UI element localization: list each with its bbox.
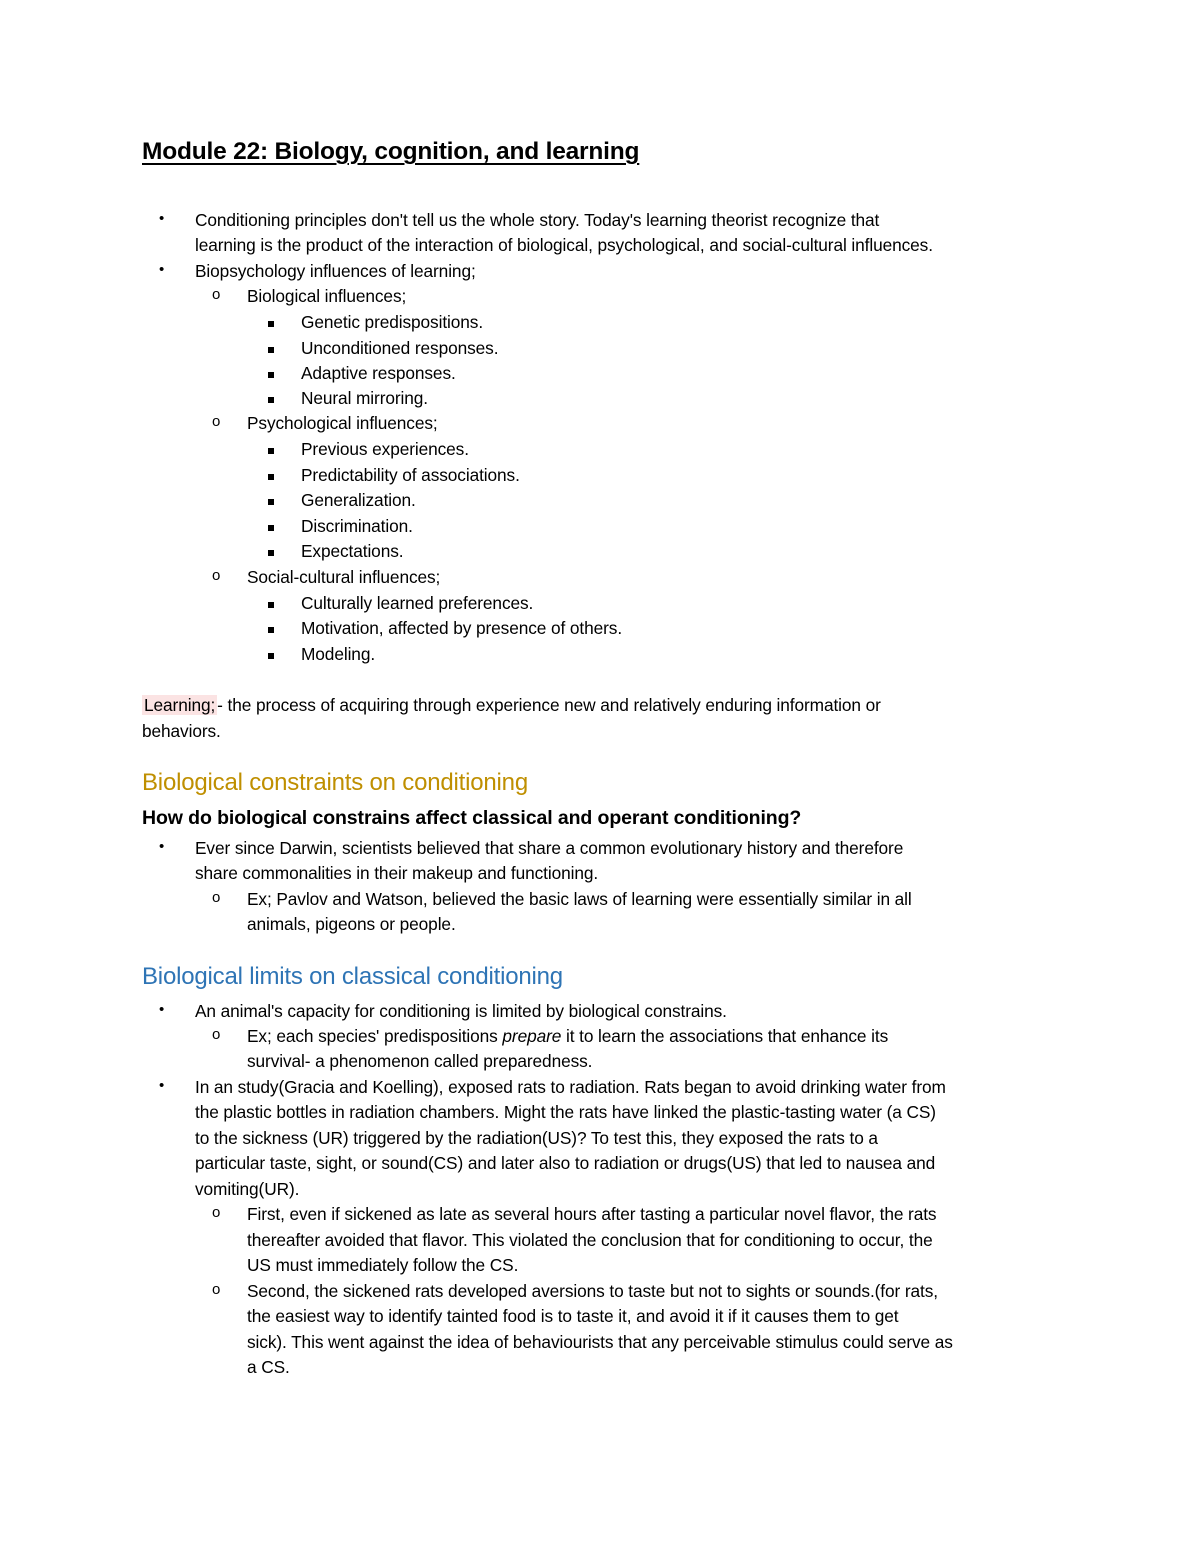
biological-influences-label: Biological influences; xyxy=(247,286,407,306)
biological-item: Genetic predispositions. xyxy=(301,312,484,332)
study-bullet-line: vomiting(UR). xyxy=(195,1179,300,1199)
capacity-bullet: An animal's capacity for conditioning is limited by biological constrains. xyxy=(195,1001,727,1021)
first-finding-line: First, even if sickened as late as several hours after tasting a particular novel flavor, the rats xyxy=(247,1204,937,1224)
square-bullet-icon xyxy=(268,474,274,480)
preparedness-text-after: it to learn the associations that enhance its xyxy=(561,1026,889,1046)
darwin-bullet-line-1: Ever since Darwin, scientists believed that share a common evolutionary history and therefore xyxy=(195,838,904,858)
intro-bullet-1-line-2: learning is the product of the interaction of biological, psychological, and social-cultural influences. xyxy=(195,235,933,255)
pavlov-subbullet-line-2: animals, pigeons or people. xyxy=(247,914,456,934)
first-finding-line: US must immediately follow the CS. xyxy=(247,1255,519,1275)
social-item: Modeling. xyxy=(301,644,376,664)
section-heading-biological-constraints: Biological constraints on conditioning xyxy=(142,769,528,796)
study-bullet-line: the plastic bottles in radiation chambers. Might the rats have linked the plastic-tasting water (a CS) xyxy=(195,1102,936,1122)
study-bullet-line: In an study(Gracia and Koelling), exposed rats to radiation. Rats began to avoid drinking water from xyxy=(195,1077,946,1097)
social-cultural-influences-label: Social-cultural influences; xyxy=(247,567,441,587)
square-bullet-icon xyxy=(268,525,274,531)
section-subheading-question: How do biological constrains affect classical and operant conditioning? xyxy=(142,807,802,829)
bullet-marker: • xyxy=(159,261,165,278)
square-bullet-icon xyxy=(268,602,274,608)
sub-bullet-marker: o xyxy=(212,286,221,303)
darwin-bullet-line-2: share commonalities in their makeup and functioning. xyxy=(195,863,599,883)
psychological-item: Previous experiences. xyxy=(301,439,469,459)
learning-definition-line-2: behaviors. xyxy=(142,721,221,741)
social-item: Culturally learned preferences. xyxy=(301,593,534,613)
square-bullet-icon xyxy=(268,499,274,505)
preparedness-text-before: Ex; each species' predispositions xyxy=(247,1026,503,1046)
square-bullet-icon xyxy=(268,397,274,403)
psychological-item: Predictability of associations. xyxy=(301,465,520,485)
sub-bullet-marker: o xyxy=(212,567,221,584)
prepare-emphasis: prepare xyxy=(502,1026,562,1046)
psychological-item: Generalization. xyxy=(301,490,416,510)
bullet-marker: • xyxy=(159,210,165,227)
intro-bullet-2: Biopsychology influences of learning; xyxy=(195,261,476,281)
sub-bullet-marker: o xyxy=(212,1281,221,1298)
biological-item: Unconditioned responses. xyxy=(301,338,499,358)
study-bullet-line: to the sickness (UR) triggered by the radiation(US)? To test this, they exposed the rats to a xyxy=(195,1128,878,1148)
second-finding-line: Second, the sickened rats developed aversions to taste but not to sights or sounds.(for rats, xyxy=(247,1281,938,1301)
bullet-marker: • xyxy=(159,1077,165,1094)
biological-item: Adaptive responses. xyxy=(301,363,456,383)
pavlov-subbullet-line-1: Ex; Pavlov and Watson, believed the basic laws of learning were essentially similar in all xyxy=(247,889,912,909)
second-finding-line: the easiest way to identify tainted food is to taste it, and avoid it if it causes them to get xyxy=(247,1306,899,1326)
bullet-marker: • xyxy=(159,1001,165,1018)
biological-item: Neural mirroring. xyxy=(301,388,428,408)
learning-definition-text: - the process of acquiring through experience new and relatively enduring information or xyxy=(217,695,881,715)
sub-bullet-marker: o xyxy=(212,1204,221,1221)
study-bullet-line: particular taste, sight, or sound(CS) and later also to radiation or drugs(US) that led to nausea and xyxy=(195,1153,936,1173)
square-bullet-icon xyxy=(268,550,274,556)
page-title: Module 22: Biology, cognition, and learning xyxy=(142,138,640,165)
square-bullet-icon xyxy=(268,448,274,454)
first-finding-line: thereafter avoided that flavor. This violated the conclusion that for conditioning to occur, the xyxy=(247,1230,933,1250)
preparedness-subbullet-line-1 xyxy=(247,1024,888,1049)
learning-definition-line-1 xyxy=(142,693,881,718)
sub-bullet-marker: o xyxy=(212,1026,221,1043)
social-item: Motivation, affected by presence of others. xyxy=(301,618,623,638)
second-finding-line: a CS. xyxy=(247,1357,290,1377)
bullet-marker: • xyxy=(159,838,165,855)
sub-bullet-marker: o xyxy=(212,889,221,906)
square-bullet-icon xyxy=(268,372,274,378)
psychological-influences-label: Psychological influences; xyxy=(247,413,438,433)
square-bullet-icon xyxy=(268,653,274,659)
square-bullet-icon xyxy=(268,321,274,327)
second-finding-line: sick). This went against the idea of behaviourists that any perceivable stimulus could serve as xyxy=(247,1332,953,1352)
square-bullet-icon xyxy=(268,347,274,353)
intro-bullet-1-line-1: Conditioning principles don't tell us the whole story. Today's learning theorist recognize that xyxy=(195,210,880,230)
learning-term-highlight: Learning; xyxy=(144,695,216,715)
sub-bullet-marker: o xyxy=(212,413,221,430)
psychological-item: Expectations. xyxy=(301,541,404,561)
psychological-item: Discrimination. xyxy=(301,516,413,536)
square-bullet-icon xyxy=(268,627,274,633)
section-heading-biological-limits: Biological limits on classical conditioning xyxy=(142,963,563,990)
preparedness-subbullet-line-2: survival- a phenomenon called preparedness. xyxy=(247,1051,593,1071)
